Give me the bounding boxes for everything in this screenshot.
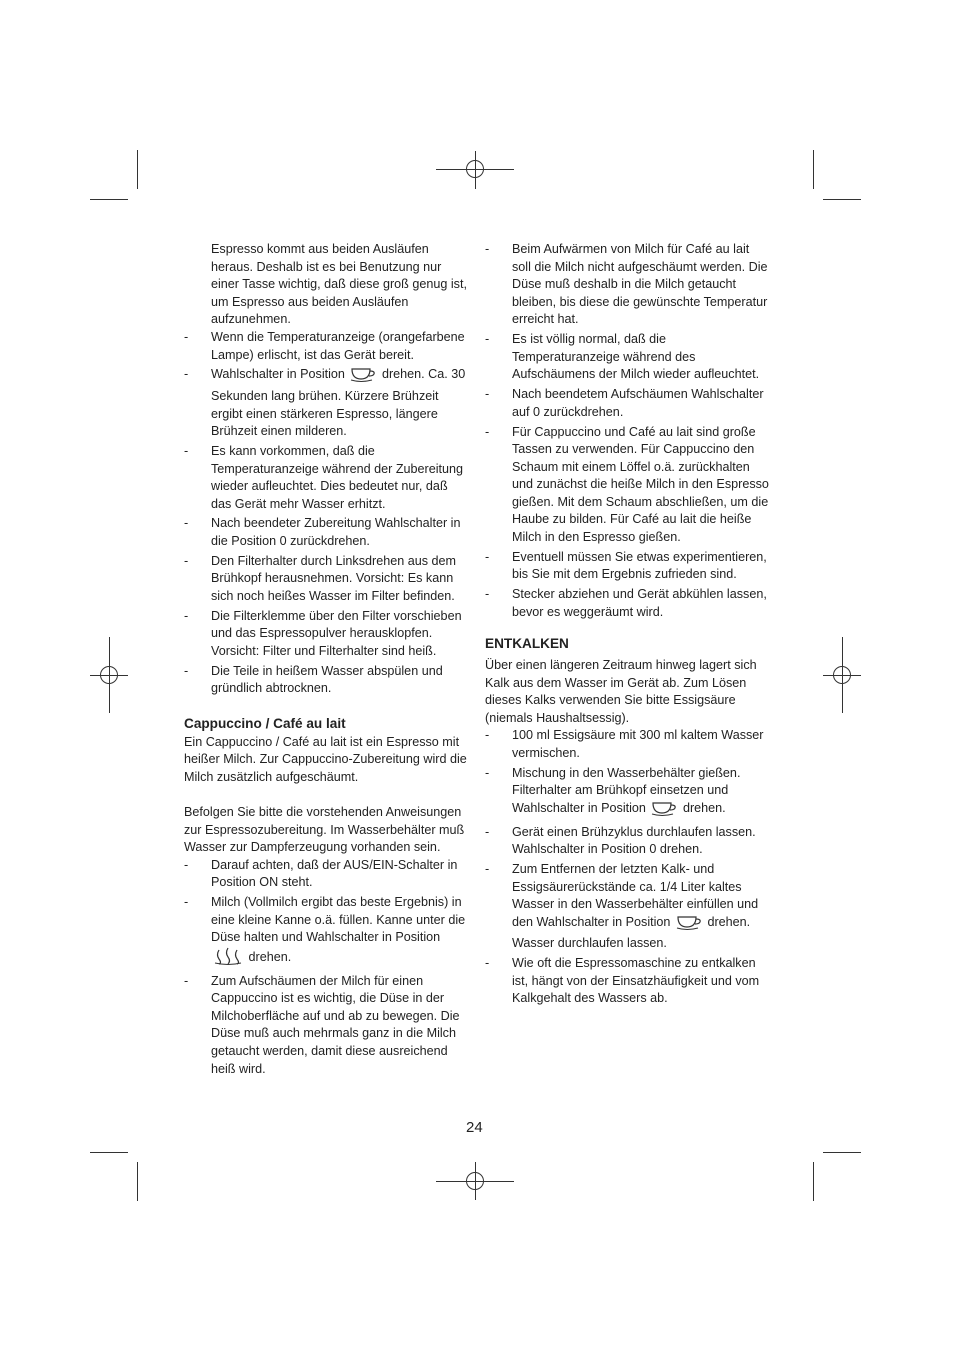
bullet-dash: - xyxy=(184,663,189,678)
list-item xyxy=(184,608,469,661)
crop-mark xyxy=(90,1152,128,1153)
item-text: Gerät einen Brühzyklus durchlaufen lassen. Wahlschalter in Position 0 drehen. xyxy=(512,824,756,857)
item-text: 100 ml Essigsäure mit 300 ml kaltem Wasser vermischen. xyxy=(512,728,764,760)
item-text: Darauf achten, daß der AUS/EIN-Schalter in Position ON steht. xyxy=(211,857,458,890)
list-item xyxy=(485,765,770,822)
list-item xyxy=(485,424,770,547)
item-text: Es ist völlig normal, daß die Temperaturanzeige während des Aufschäumens der Milch wieder aufleuchtet. xyxy=(512,332,760,382)
crop-mark xyxy=(813,1162,814,1201)
crop-mark xyxy=(823,1152,861,1153)
bullet-dash: - xyxy=(184,329,189,344)
item-text: Nach beendetem Aufschäumen Wahlschalter auf 0 zurückdrehen. xyxy=(512,387,764,419)
item-text: Eventuell müssen Sie etwas experimentieren, bis Sie mit dem Ergebnis zufrieden sind. xyxy=(512,549,767,582)
bullet-dash: - xyxy=(184,553,189,568)
intro-paragraph: Espresso kommt aus beiden Ausläufen heraus. Deshalb ist es bei Benutzung nur einer Tasse wichtig, daß diese groß genug ist, um Espresso aus beiden Ausläufen aufzunehmen. xyxy=(211,242,467,327)
bullet-dash: - xyxy=(485,862,490,877)
item-text: Beim Aufwärmen von Milch für Café au lait soll die Milch nicht aufgeschäumt werden. Die Düse muß deshalb in die Milch getaucht bleiben, bis diese die gewünschte Temperatur erreicht hat. xyxy=(512,242,768,327)
list-item xyxy=(485,386,770,421)
item-text: Die Teile in heißem Wasser abspülen und gründlich abtrocknen. xyxy=(211,663,443,696)
bullet-dash: - xyxy=(485,956,490,971)
coffee-cup-icon xyxy=(350,366,376,388)
bullet-dash: - xyxy=(485,587,490,602)
cappuccino-intro: Ein Cappuccino / Café au lait ist ein Espresso mit heißer Milch. Zur Cappuccino-Zubereitung wird die Milch zusätzlich aufgeschäumt. xyxy=(184,734,467,784)
list-item xyxy=(184,973,469,1079)
list-item xyxy=(485,955,770,1008)
list-item xyxy=(485,824,770,859)
bullet-dash: - xyxy=(485,424,490,439)
list-item xyxy=(184,894,469,970)
list-item xyxy=(184,553,469,606)
item-text: Die Filterklemme über den Filter vorschieben und das Espressopulver herausklopfen. Vorsicht: Filter und Filterhalter sind heiß. xyxy=(211,608,462,658)
item-text: Zum Entfernen der letzten Kalk- und Essigsäurerückstände ca. 1/4 Liter kaltes Wasser in den Wasserbehälter einfüllen und den Wahlschalter in Position xyxy=(512,862,759,929)
item-text: Wahlschalter in Position xyxy=(211,367,345,382)
list-item xyxy=(184,366,469,440)
coffee-cup-icon xyxy=(676,914,702,936)
item-text: Es kann vorkommen, daß die Temperaturanzeige während der Zubereitung wieder aufleuchtet. Dies bedeutet nur, daß das Gerät mehr Wasser erhitzt. xyxy=(211,443,464,511)
bullet-dash: - xyxy=(184,895,189,910)
item-text: Den Filterhalter durch Linksdrehen aus dem Brühkopf herausnehmen. Vorsicht: Es kann sich noch heißes Wasser im Filter befinden. xyxy=(211,553,457,604)
list-item xyxy=(485,241,770,329)
item-text: Für Cappuccino und Café au lait sind große Tassen zu verwenden. Für Cappuccino den Schaum mit einem Löffel o.ä. zurückhalten und zunächst die heiße Milch in den Espresso gießen. Mit dem Schaum abschließen, um die Haube zu bilden. Für Café au lait die heiße Milch in den Espresso gießen. xyxy=(512,424,769,545)
crop-mark xyxy=(823,199,861,200)
crop-mark xyxy=(137,1162,138,1201)
bullet-dash: - xyxy=(184,857,189,872)
crop-mark xyxy=(137,150,138,189)
bullet-dash: - xyxy=(184,443,189,458)
bullet-dash: - xyxy=(485,387,490,402)
crop-mark xyxy=(90,199,128,200)
entkalken-heading: ENTKALKEN xyxy=(485,636,569,652)
bullet-dash: - xyxy=(485,242,490,256)
cappuccino-follow: Befolgen Sie bitte die vorstehenden Anweisungen zur Espressozubereitung. Im Wasserbehälter muß Wasser zur Dampferzeugung vorhanden sein. xyxy=(184,804,465,855)
bullet-dash: - xyxy=(184,973,189,988)
list-item xyxy=(184,663,469,698)
cappuccino-heading: Cappuccino / Café au lait xyxy=(184,715,346,731)
page-number: 24 xyxy=(466,1119,483,1136)
item-text: Mischung in den Wasserbehälter gießen. Filterhalter am Brühkopf einsetzen und Wahlschalter in Position xyxy=(512,765,741,815)
bullet-dash: - xyxy=(184,516,189,531)
list-item xyxy=(485,727,770,762)
bullet-dash: - xyxy=(184,608,189,623)
item-text: Zum Aufschäumen der Milch für einen Cappuccino ist es wichtig, die Düse in der Milchoberfläche auf und ab zu bewegen. Die Düse muß auch mehrmals ganz in die Milch getaucht werden, damit diese ausreichend heiß wird. xyxy=(211,973,460,1076)
list-item xyxy=(184,329,469,364)
item-text: Wie oft die Espressomaschine zu entkalken ist, hängt von der Einsatzhäufigkeit und vom Kalkgehalt des Wassers ab. xyxy=(512,956,760,1006)
list-item xyxy=(184,857,469,892)
item-text: drehen. Ca. 30 Sekunden lang brühen. Kürzere Brühzeit ergibt einen stärkeren Espresso, längere Brühzeit einen milderen. xyxy=(211,367,466,439)
bullet-dash: - xyxy=(485,765,490,780)
bullet-dash: - xyxy=(184,367,189,382)
item-text: Stecker abziehen und Gerät abkühlen lassen, bevor es weggeräumt wird. xyxy=(512,587,767,619)
list-item xyxy=(485,331,770,384)
crop-mark xyxy=(813,150,814,189)
item-text: drehen. xyxy=(248,949,292,964)
bullet-dash: - xyxy=(485,332,490,347)
list-item xyxy=(485,861,770,953)
item-text: drehen. xyxy=(682,800,726,815)
steam-icon xyxy=(213,947,243,971)
list-item xyxy=(184,443,469,513)
list-item xyxy=(485,549,770,584)
bullet-dash: - xyxy=(485,728,490,743)
left-column xyxy=(184,241,469,1080)
list-item xyxy=(485,586,770,621)
item-text: Milch (Vollmilch ergibt das beste Ergebnis) in eine kleine Kanne o.ä. füllen. Kanne unter die Düse halten und Wahlschalter in Position xyxy=(211,895,466,945)
item-text: Nach beendeter Zubereitung Wahlschalter in die Position 0 zurückdrehen. xyxy=(211,516,461,549)
item-text: Wenn die Temperaturanzeige (orangefarbene Lampe) erlischt, ist das Gerät bereit. xyxy=(211,329,465,362)
right-column xyxy=(485,241,770,1010)
bullet-dash: - xyxy=(485,824,490,839)
entkalken-intro: Über einen längeren Zeitraum hinweg lagert sich Kalk aus dem Wasser im Gerät ab. Zum Lösen dieses Kalks verwenden Sie bitte Essigsäure (niemals Haushaltsessig). xyxy=(485,658,757,725)
bullet-dash: - xyxy=(485,549,490,564)
list-item xyxy=(184,515,469,550)
item-text: drehen. Wasser durchlaufen lassen. xyxy=(512,914,751,951)
coffee-cup-icon xyxy=(651,800,677,822)
